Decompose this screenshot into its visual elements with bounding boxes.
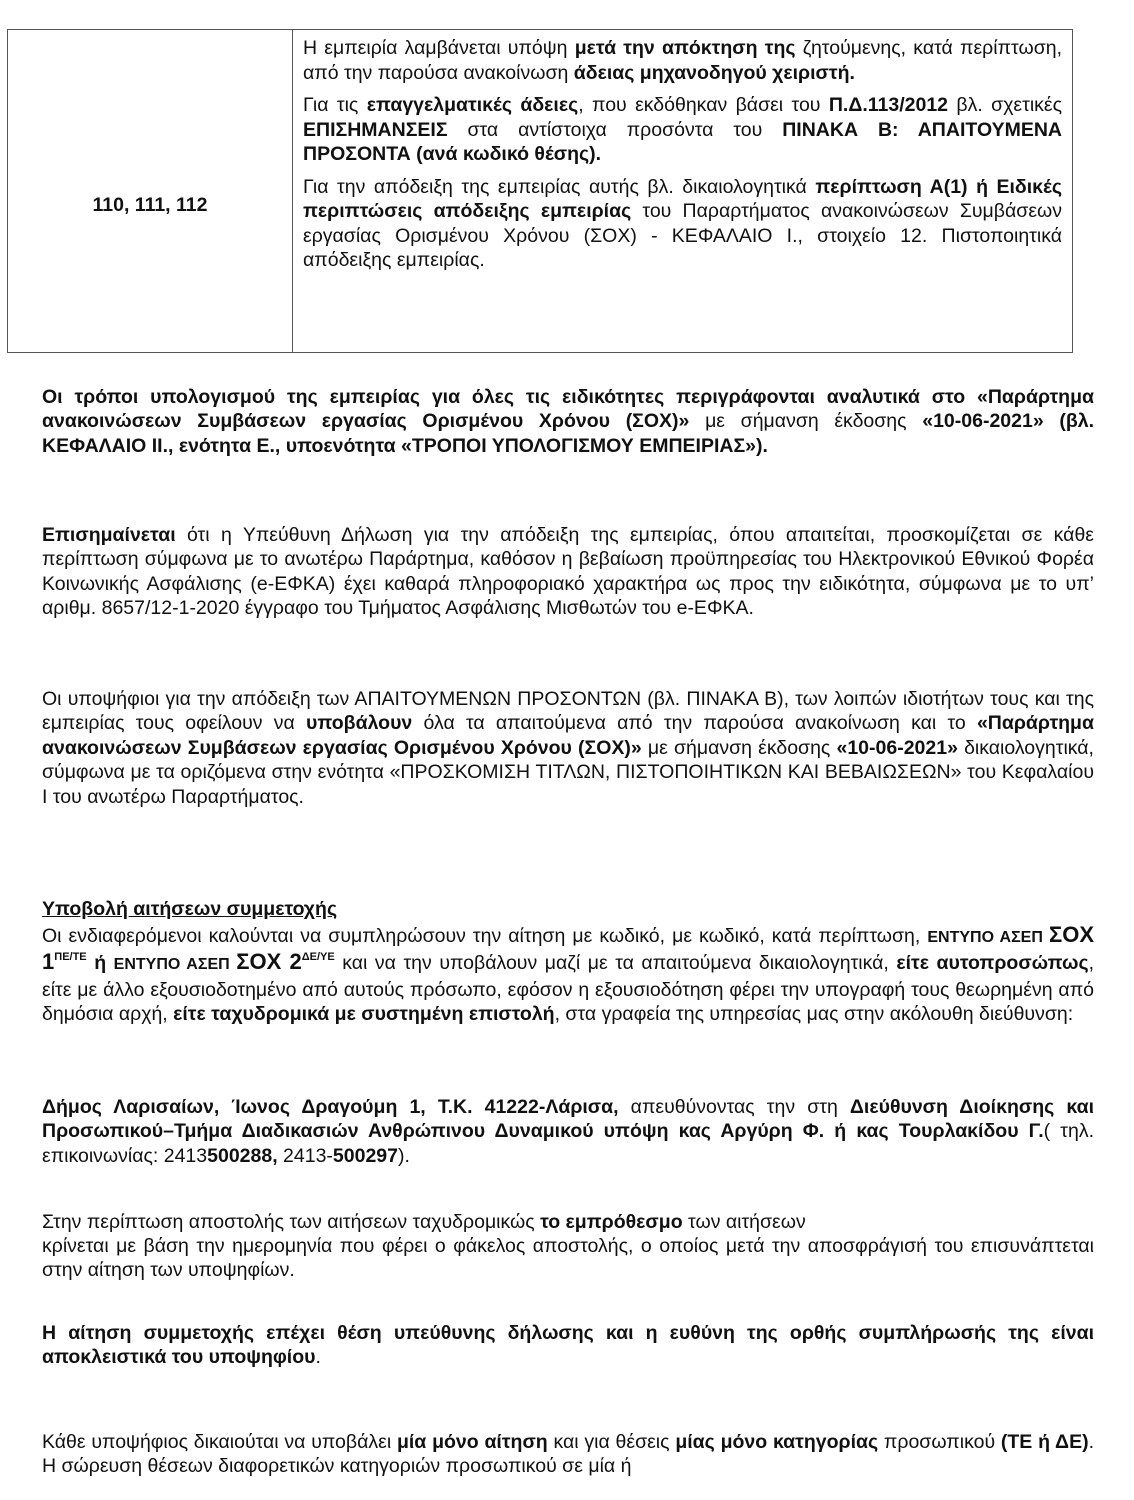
bold-text: μετά την απόκτηση της: [574, 37, 796, 59]
text: . Η σώρευση θέσεων διαφορετικών κατηγοριών προσωπικού σε μία ή: [42, 1431, 1094, 1478]
experience-notes-cell: [293, 30, 1072, 352]
text: ότι η Υπεύθυνη Δήλωση για την απόδειξη της εμπειρίας, όπου απαιτείται, προσκομίζεται σε κάθε περίπτωση σύμφωνα με το ανωτέρω Παράρτημα, καθόσον η βεβαίωση προϋπηρεσίας του Ηλεκτρονικού Εθνικού Φορέα Κοινωνικής Ασφάλισης (e-ΕΦΚΑ) έχει καθαρά πληροφοριακό χαρακτήρα ως προς την ειδικότητα, σύμφωνα με το υπ’ αριθμ. 8657/12-1-2020 έγγραφο του Τμήματος Ασφάλισης Μισθωτών του e-ΕΦΚΑ.: [42, 524, 1094, 620]
bold-text: «10-06-2021»: [836, 736, 958, 759]
bold-text: 500288,: [207, 1144, 278, 1167]
bold-text: «10-06-2021» (βλ. ΚΕΦΑΛΑΙΟ ΙΙ., ενότητα Ε., υποενότητα «ΤΡΟΠΟΙ ΥΠΟΛΟΓΙΣΜΟΥ ΕΜΠΕΙΡΙΑΣ»).: [42, 410, 1095, 457]
text: απευθύνοντας την στη: [618, 1096, 850, 1118]
bold-text: Η αίτηση συμμετοχής επέχει θέση υπεύθυνης δήλωσης και η ευθύνη της ορθής συμπλήρωσής της είναι αποκλειστικά του υποψηφίου: [42, 1322, 1094, 1369]
cell-paragraph: [303, 93, 1062, 167]
text: δικαιολογητικά, σύμφωνα με τα οριζόμενα στην ενότητα «ΠΡΟΣΚΟΜΙΣΗ ΤΙΤΛΩΝ, ΠΙΣΤΟΠΟΙΗΤΙΚΩΝ ΚΑΙ ΒΕΒΑΙΩΣΕΩΝ» του Κεφαλαίου Ι του ανωτέρω Παραρτήματος.: [42, 736, 1094, 808]
bold-text: (ΤΕ ή ΔΕ): [1000, 1431, 1089, 1453]
text: Για την απόδειξη της εμπειρίας αυτής βλ. δικαιολογητικά: [303, 175, 816, 198]
bold-text: Διεύθυνση Διοίκησης και Προσωπικού–Τμήμα Διαδικασιών Ανθρώπινου Δυναμικού υπόψη κας Αργύρη Φ. ή κας Τουρλακίδου Γ.: [42, 1096, 1094, 1143]
bold-text: Δήμος Λαρισαίων, Ίωνος Δραγούμη 1, Τ.Κ. 41222-Λάρισα,: [42, 1096, 619, 1118]
submission-paragraph: Οι ενδιαφερόμενοι καλούνται να συμπληρώσουν την αίτηση με κωδικό, με κωδικό, κατά περίπτωση, ΕΝΤΥΠΟ ΑΣΕΠ ΣΟΧ $1^{\Pi E/TE}$ ή ΕΝΤΥΠΟ ΑΣΕΠ ΣΟΧ $2^{\Delta E/\Upsilon E}$ και να την υποβάλουν μαζί με τα απαιτούμενα δικαιολογητικά, είτε αυτοπροσώπως, είτε με άλλο εξουσιοδοτημένο από αυτούς πρόσωπο, εφόσον η εξουσιοδότηση φέρει την υπογραφή τους θεωρημένη από δημόσια αρχή, είτε ταχυδρομικά με συστημένη επιστολή, στα γραφεία της υπηρεσίας μας στην ακόλουθη διεύθυνση:: [42, 922, 1095, 1026]
bold-text: Π.Δ.113/2012: [828, 94, 949, 116]
bold-text: ΠΙΝΑΚΑ Β: ΑΠΑΙΤΟΥΜΕΝΑ ΠΡΟΣΟΝΤΑ (ανά κωδικό θέσης).: [303, 118, 1062, 165]
cell-paragraph: [303, 175, 1062, 273]
declaration-paragraph: [42, 1321, 1094, 1370]
text: .: [315, 1346, 321, 1369]
notice-paragraph: [42, 523, 1094, 621]
position-codes-cell: [8, 30, 293, 352]
submission-heading: Υποβολή αιτήσεων συμμετοχής: [42, 898, 338, 920]
text: με σήμανση έκδοσης: [689, 410, 923, 433]
bold-text: «Παράρτημα ανακοινώσεων Συμβάσεων εργασίας Ορισμένου Χρόνου (ΣΟΧ)»: [42, 712, 1094, 759]
text: Κάθε υποψήφιος δικαιούται να υποβάλει: [42, 1431, 397, 1453]
text: όλα τα απαιτούμενα από την παρούσα ανακοίνωση και το: [412, 712, 977, 735]
candidates-paragraph: [42, 687, 1094, 809]
cell-paragraph: [303, 36, 1062, 85]
bold-text: μία μόνο αίτηση: [396, 1431, 548, 1453]
bold-text: επαγγελματικές άδειες: [366, 94, 579, 116]
address-paragraph: [42, 1095, 1094, 1168]
text: ( τηλ. επικοινωνίας: 2413: [42, 1120, 1094, 1167]
text: 2413-: [277, 1144, 333, 1167]
postal-paragraph-rest: κρίνεται με βάση την ημερομηνία που φέρει ο φάκελος αποστολής, ο οποίος μετά την αποσφράγισή του επισυνάπτεται στην αίτηση των υποψηφίων.: [42, 1235, 1094, 1282]
text: Η εμπειρία λαμβάνεται υπόψη: [303, 37, 575, 59]
calc-methods-paragraph: [42, 385, 1094, 458]
text: του Παραρτήματος ανακοινώσεων Συμβάσεων εργασίας Ορισμένου Χρόνου (ΣΟΧ) - ΚΕΦΑΛΑΙΟ Ι., στοιχείο 12. Πιστοποιητικά απόδειξης εμπειρίας.: [303, 200, 1062, 271]
bold-text: περίπτωση Α(1) ή Ειδικές περιπτώσεις απόδειξης εμπειρίας: [303, 175, 1062, 222]
text: Στην περίπτωση αποστολής των αιτήσεων ταχυδρομικώς: [42, 1211, 541, 1233]
text: , που εκδόθηκαν βάσει του: [578, 94, 829, 116]
text: Οι υποψήφιοι για την απόδειξη των ΑΠΑΙΤΟΥΜΕΝΩΝ ΠΡΟΣΟΝΤΩΝ (βλ. ΠΙΝΑΚΑ Β), των λοιπών ιδιοτήτων τους και της εμπειρίας τους οφείλουν να: [42, 688, 1094, 735]
text: των αιτήσεων: [682, 1211, 806, 1233]
bold-text: υποβάλουν: [306, 712, 413, 735]
text: με σήμανση έκδοσης: [641, 736, 837, 759]
text: στα αντίστοιχα προσόντα του: [447, 118, 783, 141]
bold-text: ΕΠΙΣΗΜΑΝΣΕΙΣ: [303, 118, 448, 141]
text: και για θέσεις: [547, 1431, 676, 1453]
postal-paragraph-line1: [42, 1210, 1094, 1234]
bold-text: μίας μόνο κατηγορίας: [675, 1431, 879, 1453]
text: προσωπικού: [878, 1431, 1001, 1453]
text: ζητούμενης, κατά περίπτωση, από την παρούσα ανακοίνωση: [303, 37, 1062, 84]
text: βλ. σχετικές: [948, 94, 1063, 116]
bold-text: 500297: [332, 1144, 398, 1167]
experience-table: [7, 29, 1073, 353]
position-codes: 110, 111, 112: [92, 193, 208, 216]
bold-text: Επισημαίνεται: [42, 524, 176, 546]
text: Για τις: [303, 94, 367, 116]
bold-text: Οι τρόποι υπολογισμού της εμπειρίας για όλες τις ειδικότητες περιγράφονται αναλυτικά στο «Παράρτημα ανακοινώσεων Συμβάσεων εργασίας Ορισμένου Χρόνου (ΣΟΧ)»: [42, 386, 1094, 433]
bold-text: άδειας μηχανοδηγού χειριστή.: [573, 61, 855, 84]
bold-text: το εμπρόθεσμο: [540, 1211, 683, 1233]
text: ).: [398, 1144, 410, 1167]
single-application-paragraph: [42, 1430, 1094, 1479]
